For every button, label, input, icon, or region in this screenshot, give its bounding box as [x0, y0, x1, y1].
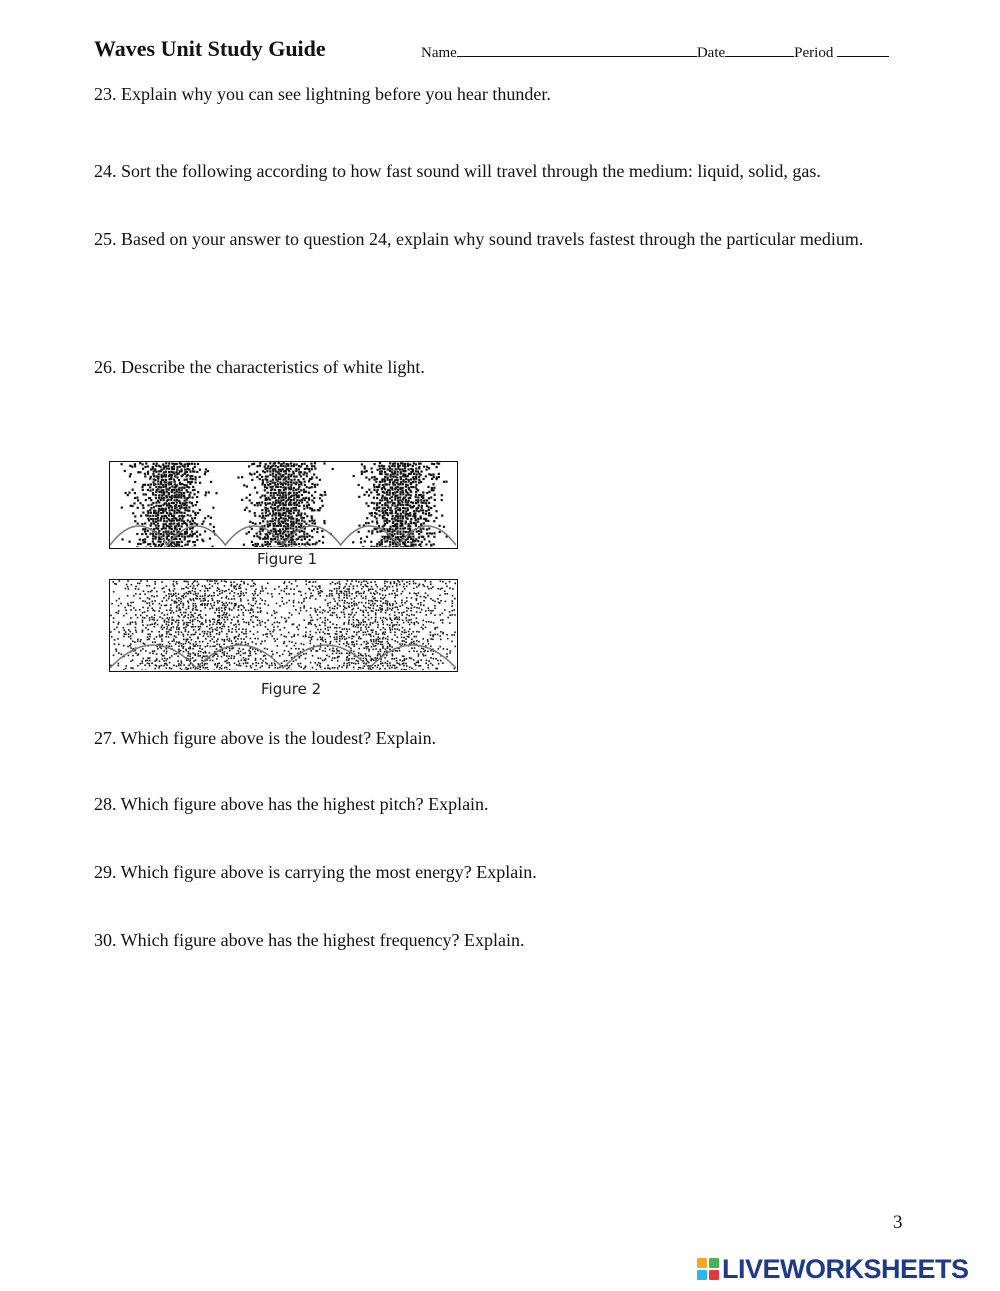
question-27: 27. Which figure above is the loudest? Explain.: [94, 728, 437, 748]
logo-square-4: [709, 1270, 719, 1280]
question-30: 30. Which figure above has the highest frequency? Explain.: [94, 930, 525, 950]
logo-square-2: [709, 1258, 719, 1268]
logo-text: LIVEWORKSHEETS: [722, 1253, 969, 1284]
date-blank[interactable]: [725, 42, 794, 57]
logo-square-3: [697, 1270, 707, 1280]
figure-2-image: [109, 579, 458, 672]
logo-icon: [697, 1258, 719, 1280]
liveworksheets-logo[interactable]: [697, 1253, 969, 1285]
period-blank[interactable]: [837, 42, 889, 57]
stipple-dots: [121, 462, 448, 547]
figure-1-image: [109, 461, 458, 549]
question-23: 23. Explain why you can see lightning before you hear thunder.: [94, 84, 551, 104]
page-title: Waves Unit Study Guide: [94, 36, 326, 61]
date-label: Date: [696, 45, 726, 61]
stipple-dots: [110, 580, 456, 670]
figure-1-caption: Figure 1: [257, 550, 318, 568]
question-24: 24. Sort the following according to how fast sound will travel through the medium: liquid, solid, gas.: [94, 161, 821, 181]
name-field: [421, 42, 889, 62]
figure-2-caption: Figure 2: [261, 680, 322, 698]
period-label: Period: [794, 45, 834, 61]
question-25: 25. Based on your answer to question 24, explain why sound travels fastest through the particular medium.: [94, 229, 864, 249]
logo-square-1: [697, 1258, 707, 1268]
name-blank[interactable]: [457, 42, 697, 57]
name-label: Name: [421, 45, 457, 61]
page-number: 3: [893, 1212, 903, 1233]
question-28: 28. Which figure above has the highest pitch? Explain.: [94, 794, 489, 814]
question-29: 29. Which figure above is carrying the most energy? Explain.: [94, 862, 537, 882]
question-26: 26. Describe the characteristics of white light.: [94, 357, 425, 377]
